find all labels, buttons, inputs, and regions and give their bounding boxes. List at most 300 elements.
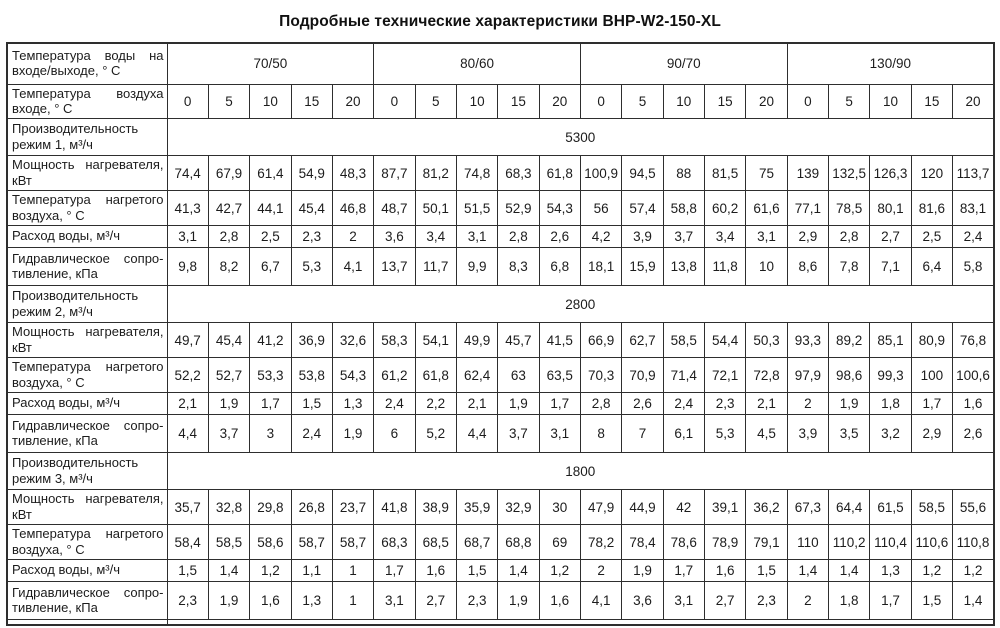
data-cell: 1,9 bbox=[829, 393, 870, 415]
data-cell: 67,3 bbox=[787, 490, 828, 525]
capacity-value: 2800 bbox=[167, 286, 994, 323]
data-cell: 35,7 bbox=[167, 490, 208, 525]
data-cell: 3,1 bbox=[539, 415, 580, 453]
table-row bbox=[7, 393, 994, 415]
row-label: Расход воды, м³/ч bbox=[7, 226, 167, 248]
table-row bbox=[7, 248, 994, 286]
data-cell: 32,8 bbox=[208, 490, 249, 525]
data-cell: 2 bbox=[787, 393, 828, 415]
data-cell: 64,4 bbox=[829, 490, 870, 525]
data-cell: 36,2 bbox=[746, 490, 787, 525]
air-temp-value: 0 bbox=[580, 84, 621, 119]
air-temp-value: 10 bbox=[456, 84, 497, 119]
water-temp-group: 80/60 bbox=[374, 43, 581, 84]
data-cell: 2,5 bbox=[911, 226, 952, 248]
data-cell: 1,6 bbox=[250, 582, 291, 620]
data-cell: 1 bbox=[332, 582, 373, 620]
data-cell: 2,9 bbox=[911, 415, 952, 453]
data-cell: 53,3 bbox=[250, 358, 291, 393]
air-temp-value: 0 bbox=[374, 84, 415, 119]
data-cell: 32,9 bbox=[498, 490, 539, 525]
data-cell: 1,4 bbox=[208, 560, 249, 582]
data-cell: 4,1 bbox=[332, 248, 373, 286]
data-cell: 6,8 bbox=[539, 248, 580, 286]
data-cell: 29,8 bbox=[250, 490, 291, 525]
data-cell: 58,4 bbox=[167, 525, 208, 560]
data-cell: 58,7 bbox=[291, 525, 332, 560]
data-cell: 3,6 bbox=[374, 226, 415, 248]
data-cell: 3,7 bbox=[208, 415, 249, 453]
data-cell: 61,2 bbox=[374, 358, 415, 393]
data-cell: 1,9 bbox=[208, 393, 249, 415]
data-cell: 61,4 bbox=[250, 156, 291, 191]
row-label: Гидравлическое сопротивление, кПа bbox=[7, 582, 167, 620]
table-row bbox=[7, 525, 994, 560]
data-cell: 2,8 bbox=[829, 226, 870, 248]
data-cell: 2 bbox=[787, 582, 828, 620]
data-cell: 54,3 bbox=[332, 358, 373, 393]
data-cell: 58,6 bbox=[250, 525, 291, 560]
water-temp-label: Температура воды на входе/выходе, ° С bbox=[7, 43, 167, 84]
data-cell: 48,7 bbox=[374, 191, 415, 226]
data-cell: 68,3 bbox=[498, 156, 539, 191]
data-cell: 77,1 bbox=[787, 191, 828, 226]
table-row bbox=[7, 191, 994, 226]
data-cell: 54,1 bbox=[415, 323, 456, 358]
data-cell: 3,1 bbox=[167, 226, 208, 248]
data-cell: 11,7 bbox=[415, 248, 456, 286]
table-row bbox=[7, 560, 994, 582]
data-cell: 100,9 bbox=[580, 156, 621, 191]
data-cell: 110,4 bbox=[870, 525, 911, 560]
table-row bbox=[7, 156, 994, 191]
data-cell: 52,9 bbox=[498, 191, 539, 226]
data-cell: 1,7 bbox=[663, 560, 704, 582]
data-cell: 68,5 bbox=[415, 525, 456, 560]
data-cell: 1,9 bbox=[332, 415, 373, 453]
data-cell: 100,6 bbox=[953, 358, 994, 393]
data-cell: 63,5 bbox=[539, 358, 580, 393]
data-cell: 41,2 bbox=[250, 323, 291, 358]
data-cell: 44,1 bbox=[250, 191, 291, 226]
capacity-label: Производительность режим 1, м³/ч bbox=[7, 119, 167, 156]
data-cell: 11,8 bbox=[704, 248, 745, 286]
data-cell: 8,3 bbox=[498, 248, 539, 286]
data-cell: 2 bbox=[580, 560, 621, 582]
data-cell: 76,8 bbox=[953, 323, 994, 358]
data-cell: 113,7 bbox=[953, 156, 994, 191]
row-label: Расход воды, м³/ч bbox=[7, 560, 167, 582]
data-cell: 110,6 bbox=[911, 525, 952, 560]
data-cell: 75 bbox=[746, 156, 787, 191]
data-cell: 70,9 bbox=[622, 358, 663, 393]
table-row bbox=[7, 490, 994, 525]
data-cell: 3 bbox=[250, 415, 291, 453]
air-temp-value: 5 bbox=[829, 84, 870, 119]
air-temp-value: 10 bbox=[250, 84, 291, 119]
data-cell: 1,6 bbox=[953, 393, 994, 415]
data-cell: 48,3 bbox=[332, 156, 373, 191]
capacity-value: 5300 bbox=[167, 119, 994, 156]
data-cell: 54,9 bbox=[291, 156, 332, 191]
data-cell: 68,3 bbox=[374, 525, 415, 560]
data-cell: 69 bbox=[539, 525, 580, 560]
data-cell: 2,8 bbox=[498, 226, 539, 248]
data-cell: 2,4 bbox=[953, 226, 994, 248]
data-cell: 1,4 bbox=[829, 560, 870, 582]
data-cell: 3,5 bbox=[829, 415, 870, 453]
data-cell: 2 bbox=[332, 226, 373, 248]
data-cell: 1,6 bbox=[539, 582, 580, 620]
data-cell: 6 bbox=[374, 415, 415, 453]
spec-table bbox=[6, 42, 995, 626]
data-cell: 78,2 bbox=[580, 525, 621, 560]
data-cell: 8,6 bbox=[787, 248, 828, 286]
data-cell: 62,4 bbox=[456, 358, 497, 393]
data-cell: 80,9 bbox=[911, 323, 952, 358]
data-cell: 41,3 bbox=[167, 191, 208, 226]
data-cell: 1,2 bbox=[250, 560, 291, 582]
capacity-value: 1800 bbox=[167, 453, 994, 490]
data-cell: 110,2 bbox=[829, 525, 870, 560]
data-cell: 89,2 bbox=[829, 323, 870, 358]
data-cell: 52,2 bbox=[167, 358, 208, 393]
data-cell: 97,9 bbox=[787, 358, 828, 393]
data-cell: 81,5 bbox=[704, 156, 745, 191]
data-cell: 3,1 bbox=[746, 226, 787, 248]
data-cell: 46,8 bbox=[332, 191, 373, 226]
empty-cell bbox=[167, 620, 994, 625]
data-cell: 2,3 bbox=[167, 582, 208, 620]
data-cell: 1,5 bbox=[167, 560, 208, 582]
data-cell: 2,8 bbox=[208, 226, 249, 248]
data-cell: 5,3 bbox=[291, 248, 332, 286]
row-label: Температура нагретого воздуха, ° С bbox=[7, 191, 167, 226]
data-cell: 3,2 bbox=[870, 415, 911, 453]
data-cell: 66,9 bbox=[580, 323, 621, 358]
air-temp-value: 10 bbox=[870, 84, 911, 119]
data-cell: 50,3 bbox=[746, 323, 787, 358]
data-cell: 38,9 bbox=[415, 490, 456, 525]
data-cell: 126,3 bbox=[870, 156, 911, 191]
data-cell: 58,5 bbox=[208, 525, 249, 560]
data-cell: 6,4 bbox=[911, 248, 952, 286]
data-cell: 30 bbox=[539, 490, 580, 525]
data-cell: 3,1 bbox=[456, 226, 497, 248]
data-cell: 94,5 bbox=[622, 156, 663, 191]
data-cell: 57,4 bbox=[622, 191, 663, 226]
data-cell: 44,9 bbox=[622, 490, 663, 525]
data-cell: 2,1 bbox=[167, 393, 208, 415]
data-cell: 18,1 bbox=[580, 248, 621, 286]
data-cell: 5,2 bbox=[415, 415, 456, 453]
data-cell: 63 bbox=[498, 358, 539, 393]
data-cell: 2,4 bbox=[374, 393, 415, 415]
air-temp-value: 15 bbox=[704, 84, 745, 119]
page-title: Подробные технические характеристики BHP-W2-150-XL bbox=[279, 13, 721, 30]
data-cell: 35,9 bbox=[456, 490, 497, 525]
table-row bbox=[7, 415, 994, 453]
row-label: Мощность нагревателя, кВт bbox=[7, 490, 167, 525]
capacity-row bbox=[7, 286, 994, 323]
data-cell: 1,5 bbox=[456, 560, 497, 582]
data-cell: 54,4 bbox=[704, 323, 745, 358]
air-temp-value: 15 bbox=[911, 84, 952, 119]
data-cell: 52,7 bbox=[208, 358, 249, 393]
data-cell: 2,3 bbox=[704, 393, 745, 415]
data-cell: 3,9 bbox=[622, 226, 663, 248]
data-cell: 68,8 bbox=[498, 525, 539, 560]
data-cell: 42 bbox=[663, 490, 704, 525]
data-cell: 99,3 bbox=[870, 358, 911, 393]
data-cell: 4,1 bbox=[580, 582, 621, 620]
data-cell: 2,7 bbox=[704, 582, 745, 620]
data-cell: 1,3 bbox=[332, 393, 373, 415]
empty-cell bbox=[7, 620, 167, 625]
data-cell: 2,9 bbox=[787, 226, 828, 248]
row-label: Мощность нагревателя, кВт bbox=[7, 323, 167, 358]
data-cell: 13,8 bbox=[663, 248, 704, 286]
data-cell: 45,7 bbox=[498, 323, 539, 358]
data-cell: 1,1 bbox=[291, 560, 332, 582]
data-cell: 42,7 bbox=[208, 191, 249, 226]
data-cell: 49,9 bbox=[456, 323, 497, 358]
table-row bbox=[7, 226, 994, 248]
data-cell: 1,9 bbox=[622, 560, 663, 582]
air-temp-value: 5 bbox=[622, 84, 663, 119]
data-cell: 2,8 bbox=[580, 393, 621, 415]
data-cell: 4,5 bbox=[746, 415, 787, 453]
data-cell: 8 bbox=[580, 415, 621, 453]
data-cell: 78,5 bbox=[829, 191, 870, 226]
data-cell: 1,5 bbox=[746, 560, 787, 582]
data-cell: 68,7 bbox=[456, 525, 497, 560]
data-cell: 1,7 bbox=[539, 393, 580, 415]
data-cell: 2,6 bbox=[539, 226, 580, 248]
data-cell: 45,4 bbox=[208, 323, 249, 358]
data-cell: 110,8 bbox=[953, 525, 994, 560]
capacity-label: Производительность режим 3, м³/ч bbox=[7, 453, 167, 490]
data-cell: 60,2 bbox=[704, 191, 745, 226]
data-cell: 132,5 bbox=[829, 156, 870, 191]
data-cell: 88 bbox=[663, 156, 704, 191]
air-temp-value: 15 bbox=[498, 84, 539, 119]
data-cell: 81,6 bbox=[911, 191, 952, 226]
data-cell: 61,6 bbox=[746, 191, 787, 226]
data-cell: 61,8 bbox=[415, 358, 456, 393]
data-cell: 79,1 bbox=[746, 525, 787, 560]
data-cell: 7 bbox=[622, 415, 663, 453]
data-cell: 1,3 bbox=[870, 560, 911, 582]
capacity-row bbox=[7, 453, 994, 490]
data-cell: 56 bbox=[580, 191, 621, 226]
data-cell: 1,7 bbox=[911, 393, 952, 415]
data-cell: 39,1 bbox=[704, 490, 745, 525]
data-cell: 26,8 bbox=[291, 490, 332, 525]
table-row bbox=[7, 358, 994, 393]
data-cell: 54,3 bbox=[539, 191, 580, 226]
data-cell: 51,5 bbox=[456, 191, 497, 226]
data-cell: 13,7 bbox=[374, 248, 415, 286]
data-cell: 3,9 bbox=[787, 415, 828, 453]
data-cell: 1,5 bbox=[291, 393, 332, 415]
data-cell: 71,4 bbox=[663, 358, 704, 393]
data-cell: 78,9 bbox=[704, 525, 745, 560]
data-cell: 55,6 bbox=[953, 490, 994, 525]
data-cell: 62,7 bbox=[622, 323, 663, 358]
data-cell: 7,8 bbox=[829, 248, 870, 286]
air-temp-value: 20 bbox=[332, 84, 373, 119]
water-temp-header-row bbox=[7, 43, 994, 84]
data-cell: 6,1 bbox=[663, 415, 704, 453]
data-cell: 2,4 bbox=[663, 393, 704, 415]
data-cell: 3,7 bbox=[663, 226, 704, 248]
data-cell: 2,3 bbox=[746, 582, 787, 620]
data-cell: 47,9 bbox=[580, 490, 621, 525]
table-row bbox=[7, 582, 994, 620]
water-temp-group: 70/50 bbox=[167, 43, 374, 84]
data-cell: 1,7 bbox=[250, 393, 291, 415]
air-temp-header-row bbox=[7, 84, 994, 119]
data-cell: 1 bbox=[332, 560, 373, 582]
data-cell: 15,9 bbox=[622, 248, 663, 286]
data-cell: 1,9 bbox=[208, 582, 249, 620]
data-cell: 6,7 bbox=[250, 248, 291, 286]
data-cell: 23,7 bbox=[332, 490, 373, 525]
data-cell: 1,7 bbox=[870, 582, 911, 620]
data-cell: 2,1 bbox=[746, 393, 787, 415]
data-cell: 58,3 bbox=[374, 323, 415, 358]
data-cell: 58,5 bbox=[911, 490, 952, 525]
data-cell: 4,4 bbox=[167, 415, 208, 453]
row-label: Температура нагретого воздуха, ° С bbox=[7, 358, 167, 393]
data-cell: 1,2 bbox=[953, 560, 994, 582]
row-label: Температура нагретого воздуха, ° С bbox=[7, 525, 167, 560]
data-cell: 1,2 bbox=[539, 560, 580, 582]
data-cell: 3,4 bbox=[704, 226, 745, 248]
data-cell: 7,1 bbox=[870, 248, 911, 286]
row-label: Гидравлическое сопротивление, кПа bbox=[7, 248, 167, 286]
data-cell: 1,8 bbox=[870, 393, 911, 415]
data-cell: 72,1 bbox=[704, 358, 745, 393]
data-cell: 3,4 bbox=[415, 226, 456, 248]
data-cell: 81,2 bbox=[415, 156, 456, 191]
data-cell: 41,8 bbox=[374, 490, 415, 525]
air-temp-value: 10 bbox=[663, 84, 704, 119]
data-cell: 1,6 bbox=[704, 560, 745, 582]
air-temp-value: 20 bbox=[539, 84, 580, 119]
data-cell: 2,7 bbox=[870, 226, 911, 248]
data-cell: 2,5 bbox=[250, 226, 291, 248]
data-cell: 3,6 bbox=[622, 582, 663, 620]
data-cell: 80,1 bbox=[870, 191, 911, 226]
data-cell: 93,3 bbox=[787, 323, 828, 358]
data-cell: 1,8 bbox=[829, 582, 870, 620]
data-cell: 50,1 bbox=[415, 191, 456, 226]
data-cell: 1,6 bbox=[415, 560, 456, 582]
data-cell: 10 bbox=[746, 248, 787, 286]
data-cell: 4,4 bbox=[456, 415, 497, 453]
data-cell: 78,4 bbox=[622, 525, 663, 560]
data-cell: 5,8 bbox=[953, 248, 994, 286]
data-cell: 4,2 bbox=[580, 226, 621, 248]
data-cell: 32,6 bbox=[332, 323, 373, 358]
data-cell: 1,7 bbox=[374, 560, 415, 582]
data-cell: 2,3 bbox=[456, 582, 497, 620]
data-cell: 2,6 bbox=[622, 393, 663, 415]
air-temp-label: Температура воздуха входе, ° С bbox=[7, 84, 167, 119]
data-cell: 67,9 bbox=[208, 156, 249, 191]
data-cell: 9,9 bbox=[456, 248, 497, 286]
air-temp-value: 5 bbox=[415, 84, 456, 119]
water-temp-group: 90/70 bbox=[580, 43, 787, 84]
data-cell: 1,2 bbox=[911, 560, 952, 582]
data-cell: 36,9 bbox=[291, 323, 332, 358]
data-cell: 58,5 bbox=[663, 323, 704, 358]
data-cell: 2,1 bbox=[456, 393, 497, 415]
data-cell: 78,6 bbox=[663, 525, 704, 560]
data-cell: 1,3 bbox=[291, 582, 332, 620]
air-temp-value: 5 bbox=[208, 84, 249, 119]
data-cell: 5,3 bbox=[704, 415, 745, 453]
data-cell: 58,7 bbox=[332, 525, 373, 560]
data-cell: 74,8 bbox=[456, 156, 497, 191]
data-cell: 110 bbox=[787, 525, 828, 560]
data-cell: 98,6 bbox=[829, 358, 870, 393]
data-cell: 2,6 bbox=[953, 415, 994, 453]
empty-bottom-row bbox=[7, 620, 994, 625]
row-label: Расход воды, м³/ч bbox=[7, 393, 167, 415]
air-temp-value: 20 bbox=[953, 84, 994, 119]
data-cell: 120 bbox=[911, 156, 952, 191]
data-cell: 58,8 bbox=[663, 191, 704, 226]
data-cell: 45,4 bbox=[291, 191, 332, 226]
data-cell: 2,4 bbox=[291, 415, 332, 453]
data-cell: 83,1 bbox=[953, 191, 994, 226]
data-cell: 61,8 bbox=[539, 156, 580, 191]
data-cell: 1,9 bbox=[498, 582, 539, 620]
data-cell: 9,8 bbox=[167, 248, 208, 286]
air-temp-value: 0 bbox=[167, 84, 208, 119]
data-cell: 1,4 bbox=[498, 560, 539, 582]
data-cell: 2,7 bbox=[415, 582, 456, 620]
data-cell: 2,2 bbox=[415, 393, 456, 415]
data-cell: 72,8 bbox=[746, 358, 787, 393]
data-cell: 139 bbox=[787, 156, 828, 191]
data-cell: 61,5 bbox=[870, 490, 911, 525]
data-cell: 100 bbox=[911, 358, 952, 393]
data-cell: 3,7 bbox=[498, 415, 539, 453]
row-label: Гидравлическое сопротивление, кПа bbox=[7, 415, 167, 453]
data-cell: 3,1 bbox=[374, 582, 415, 620]
data-cell: 85,1 bbox=[870, 323, 911, 358]
data-cell: 1,4 bbox=[953, 582, 994, 620]
data-cell: 2,3 bbox=[291, 226, 332, 248]
data-cell: 8,2 bbox=[208, 248, 249, 286]
data-cell: 74,4 bbox=[167, 156, 208, 191]
air-temp-value: 0 bbox=[787, 84, 828, 119]
air-temp-value: 15 bbox=[291, 84, 332, 119]
data-cell: 1,9 bbox=[498, 393, 539, 415]
data-cell: 1,4 bbox=[787, 560, 828, 582]
capacity-row bbox=[7, 119, 994, 156]
water-temp-group: 130/90 bbox=[787, 43, 994, 84]
data-cell: 53,8 bbox=[291, 358, 332, 393]
row-label: Мощность нагревателя, кВт bbox=[7, 156, 167, 191]
air-temp-value: 20 bbox=[746, 84, 787, 119]
data-cell: 1,5 bbox=[911, 582, 952, 620]
data-cell: 3,1 bbox=[663, 582, 704, 620]
